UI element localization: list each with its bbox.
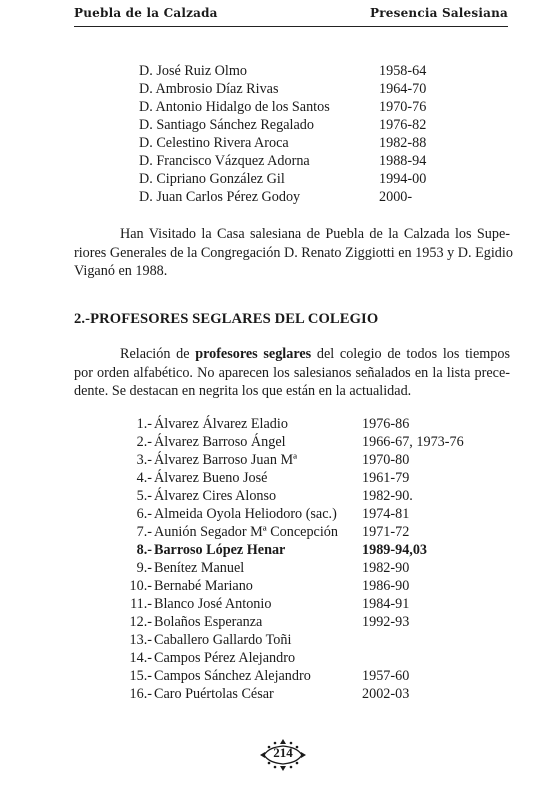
teacher-name: Aunión Segador Mª Concepción xyxy=(154,524,338,540)
header-rule xyxy=(74,26,508,27)
teacher-years: 2002-03 xyxy=(362,686,410,702)
teacher-name: Barroso López Henar xyxy=(154,542,286,558)
teacher-number: 10.- xyxy=(129,578,152,594)
page-number-ornament xyxy=(258,738,308,772)
director-name: D. Antonio Hidalgo de los Santos xyxy=(139,99,330,115)
teacher-years: 1971-72 xyxy=(362,524,410,540)
teacher-name: Campos Sánchez Alejandro xyxy=(154,668,311,684)
teacher-name: Caro Puértolas César xyxy=(154,686,274,702)
paragraph-line xyxy=(74,345,510,364)
director-name: D. Celestino Rivera Aroca xyxy=(139,135,289,151)
teacher-years: 1982-90. xyxy=(362,488,413,504)
teacher-name: Campos Pérez Alejandro xyxy=(154,650,296,666)
director-name: D. Santiago Sánchez Regalado xyxy=(139,117,314,133)
teacher-years: 1989-94,03 xyxy=(362,542,428,558)
teacher-years: 1966-67, 1973-76 xyxy=(362,434,464,450)
teacher-years: 1970-80 xyxy=(362,452,410,468)
teacher-name: Álvarez Barroso Juan Mª xyxy=(154,452,297,468)
teacher-years: 1974-81 xyxy=(362,506,410,522)
director-name: D. José Ruiz Olmo xyxy=(139,63,247,79)
teacher-years: 1976-86 xyxy=(362,416,410,432)
director-years: 1982-88 xyxy=(379,135,427,151)
teacher-name: Álvarez Bueno José xyxy=(154,470,268,486)
teacher-name: Benítez Manuel xyxy=(154,560,245,576)
intro-paragraph xyxy=(74,345,510,401)
director-name: D. Juan Carlos Pérez Godoy xyxy=(139,189,301,205)
paragraph-line: dente. Se destacan en negrita los que están en la actualidad. xyxy=(74,383,412,399)
teacher-number: 7.- xyxy=(136,524,152,540)
teacher-name: Almeida Oyola Heliodoro (sac.) xyxy=(154,506,337,522)
teacher-number: 12.- xyxy=(129,614,152,630)
teacher-number: 3.- xyxy=(136,452,152,468)
teacher-name: Blanco José Antonio xyxy=(154,596,272,612)
paragraph-line: Viganó en 1988. xyxy=(74,263,168,279)
teacher-number: 9.- xyxy=(136,560,152,576)
teacher-years: 1984-91 xyxy=(362,596,410,612)
running-head xyxy=(74,6,508,28)
teacher-number: 2.- xyxy=(136,434,152,450)
teacher-number: 1.- xyxy=(136,416,152,432)
teacher-number: 16.- xyxy=(129,686,152,702)
director-years: 1964-70 xyxy=(379,81,427,97)
section-heading: 2.-PROFESORES SEGLARES DEL COLEGIO xyxy=(74,311,379,327)
teacher-name: Álvarez Álvarez Eladio xyxy=(154,416,288,432)
running-head-right: Presencia Salesiana xyxy=(370,6,508,20)
director-name: D. Cipriano González Gil xyxy=(139,171,285,187)
teacher-name: Álvarez Barroso Ángel xyxy=(154,434,286,450)
director-years: 1976-82 xyxy=(379,117,427,133)
intro-bold-text: profesores seglares xyxy=(195,346,312,362)
director-name: D. Francisco Vázquez Adorna xyxy=(139,153,310,169)
teacher-years: 1982-90 xyxy=(362,560,410,576)
paragraph-line: por orden alfabético. No aparecen los salesianos señalados en la lista prece- xyxy=(74,364,510,381)
teacher-number: 14.- xyxy=(129,650,152,666)
teacher-number: 11.- xyxy=(130,596,152,612)
teacher-name: Bernabé Mariano xyxy=(154,578,253,594)
intro-text: Relación de xyxy=(120,346,196,362)
teacher-name: Caballero Gallardo Toñi xyxy=(154,632,292,648)
visit-paragraph xyxy=(74,225,513,281)
director-years: 1994-00 xyxy=(379,171,427,187)
teacher-number: 4.- xyxy=(136,470,152,486)
director-years: 1988-94 xyxy=(379,153,427,169)
teacher-years: 1961-79 xyxy=(362,470,410,486)
teacher-number: 5.- xyxy=(136,488,152,504)
director-years: 2000- xyxy=(379,189,413,205)
director-years: 1970-76 xyxy=(379,99,427,115)
director-name: D. Ambrosio Díaz Rivas xyxy=(139,81,279,97)
director-years: 1958-64 xyxy=(379,63,427,79)
teacher-years: 1992-93 xyxy=(362,614,410,630)
teacher-name: Bolaños Esperanza xyxy=(154,614,263,630)
teacher-years: 1986-90 xyxy=(362,578,410,594)
teacher-number: 15.- xyxy=(129,668,152,684)
paragraph-line: Han Visitado la Casa salesiana de Puebla de la Calzada los Supe- xyxy=(120,226,510,242)
teacher-number: 13.- xyxy=(129,632,152,648)
teacher-number: 6.- xyxy=(136,506,152,522)
teacher-number: 8.- xyxy=(136,542,152,558)
intro-text: del colegio de todos los tiempos xyxy=(311,346,510,362)
teacher-name: Álvarez Cires Alonso xyxy=(154,488,277,504)
running-head-left: Puebla de la Calzada xyxy=(74,6,218,20)
paragraph-line: riores Generales de la Congregación D. Renato Ziggiotti en 1953 y D. Egidio xyxy=(74,244,513,261)
page-number: 214 xyxy=(273,745,293,760)
teacher-years: 1957-60 xyxy=(362,668,410,684)
